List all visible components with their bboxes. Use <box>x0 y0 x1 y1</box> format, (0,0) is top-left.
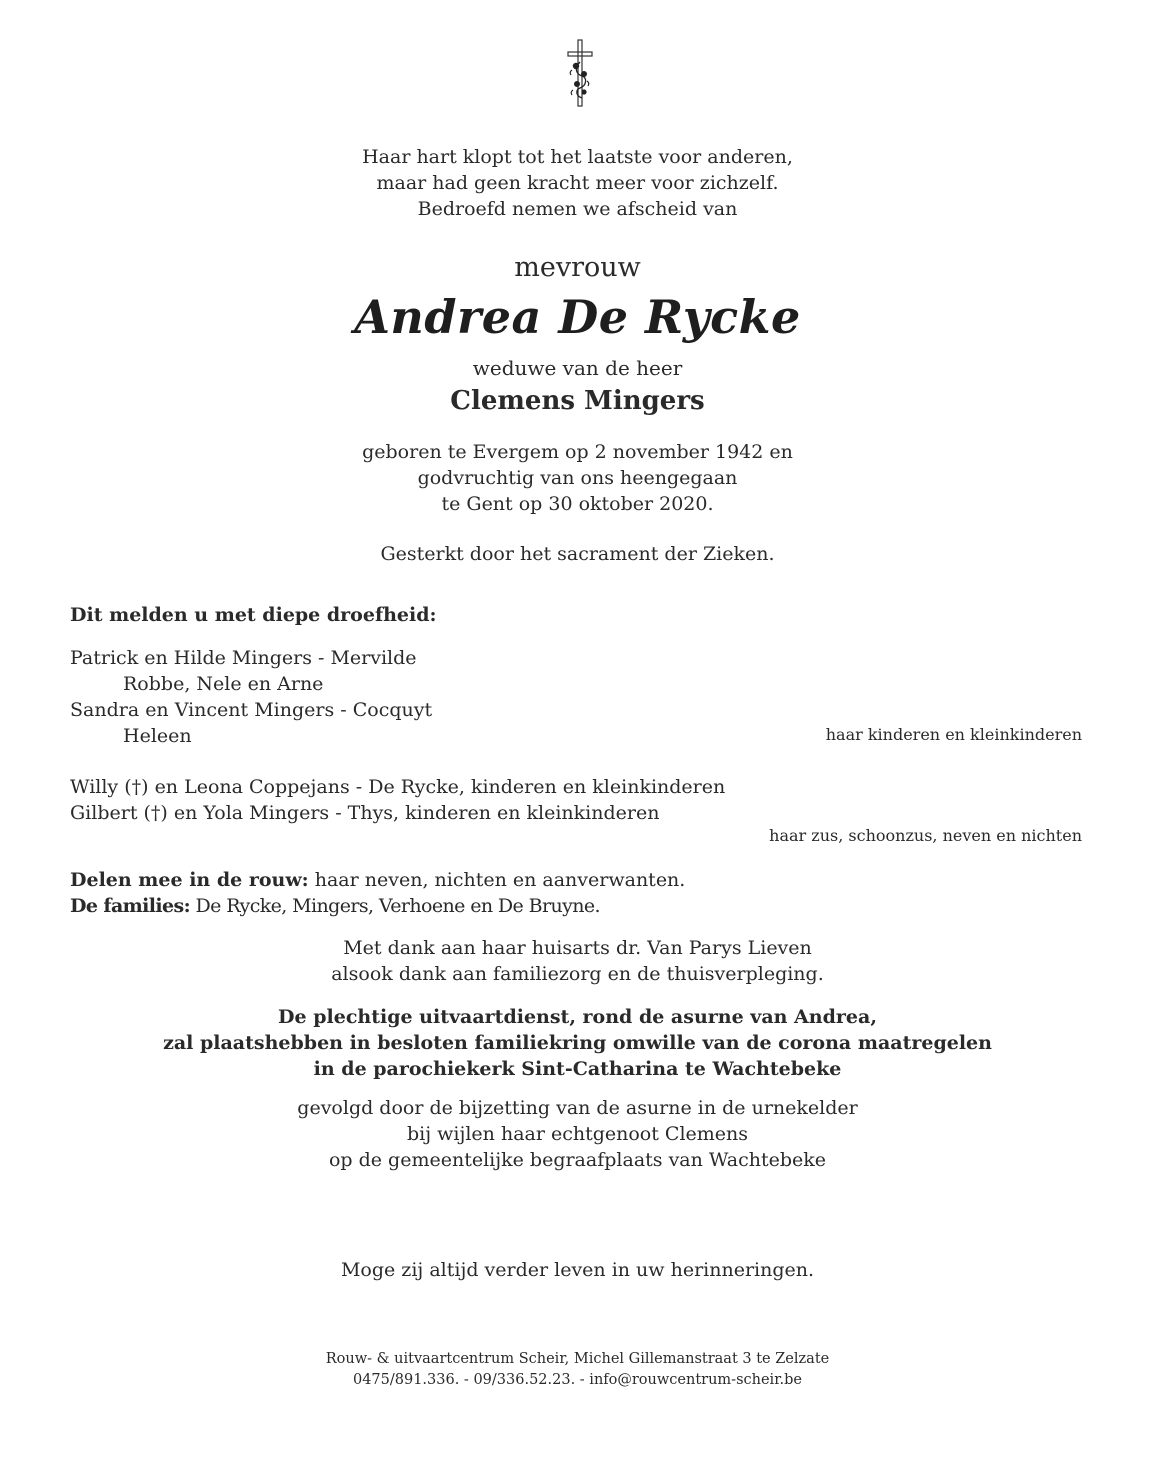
funeral-home-footer <box>0 1349 1155 1391</box>
mourning-block <box>70 867 685 919</box>
siblings-relation: haar zus, schoonzus, neven en nichten <box>769 826 1082 845</box>
list-item: Patrick en Hilde Mingers - Mervilde <box>70 647 417 669</box>
birth-death-details <box>0 439 1155 517</box>
children-list <box>70 645 432 749</box>
service-line: zal plaatshebben in besloten familiekring omwille van de corona maatregelen <box>163 1032 992 1054</box>
list-item: Sandra en Vincent Mingers - Cocquyt <box>70 699 433 721</box>
families-line <box>70 893 685 919</box>
thanks-line: Met dank aan haar huisarts dr. Van Parys Lieven <box>343 937 812 959</box>
thanks-block <box>0 935 1155 987</box>
intro-line: maar had geen kracht meer voor zichzelf. <box>376 172 779 194</box>
intro-line: Haar hart klopt tot het laatste voor anderen, <box>362 146 793 168</box>
footer-address: Rouw- & uitvaartcentrum Scheir, Michel Gillemanstraat 3 te Zelzate <box>325 1351 830 1367</box>
list-item: Robbe, Nele en Arne <box>123 673 324 695</box>
burial-line: gevolgd door de bijzetting van de asurne in de urnekelder <box>297 1097 858 1119</box>
deceased-name: Andrea De Rycke <box>354 290 801 344</box>
intro-verse <box>0 144 1155 222</box>
children-relation: haar kinderen en kleinkinderen <box>825 725 1082 744</box>
families-label: De families: <box>70 895 191 917</box>
burial-line: bij wijlen haar echtgenoot Clemens <box>406 1123 749 1145</box>
service-line: De plechtige uitvaartdienst, rond de asurne van Andrea, <box>278 1006 877 1028</box>
list-item: Gilbert (†) en Yola Mingers - Thys, kinderen en kleinkinderen <box>70 802 660 824</box>
mourning-label: Delen mee in de rouw: <box>70 869 309 891</box>
footer-contact: 0475/891.336. - 09/336.52.23. - info@rouwcentrum-scheir.be <box>352 1372 803 1388</box>
siblings-list <box>70 774 725 826</box>
deceased-title: mevrouw <box>514 252 641 283</box>
cross-with-roses-icon <box>562 38 598 110</box>
service-line: in de parochiekerk Sint-Catharina te Wachtebeke <box>313 1058 842 1080</box>
widow-of-label: weduwe van de heer <box>472 356 683 380</box>
mourning-line <box>70 867 685 893</box>
birth-death-line: te Gent op 30 oktober 2020. <box>441 493 714 515</box>
mourning-text: haar neven, nichten en aanverwanten. <box>308 869 686 891</box>
intro-line: Bedroefd nemen we afscheid van <box>417 198 738 220</box>
birth-death-line: godvruchtig van ons heengegaan <box>417 467 738 489</box>
funeral-service-block <box>0 1004 1155 1082</box>
list-item: Heleen <box>123 725 192 747</box>
husband-name: Clemens Mingers <box>450 386 705 416</box>
families-text: De Rycke, Mingers, Verhoene en De Bruyne. <box>190 895 600 917</box>
closing-line: Moge zij altijd verder leven in uw herinneringen. <box>340 1259 815 1281</box>
thanks-line: alsook dank aan familiezorg en de thuisverpleging. <box>331 963 824 985</box>
list-item: Willy (†) en Leona Coppejans - De Rycke, kinderen en kleinkinderen <box>70 776 726 798</box>
burial-block <box>0 1095 1155 1173</box>
sacrament-line: Gesterkt door het sacrament der Zieken. <box>380 543 775 565</box>
announcement-heading: Dit melden u met diepe droefheid: <box>70 604 437 626</box>
burial-line: op de gemeentelijke begraafplaats van Wachtebeke <box>328 1149 827 1171</box>
birth-death-line: geboren te Evergem op 2 november 1942 en <box>362 441 793 463</box>
